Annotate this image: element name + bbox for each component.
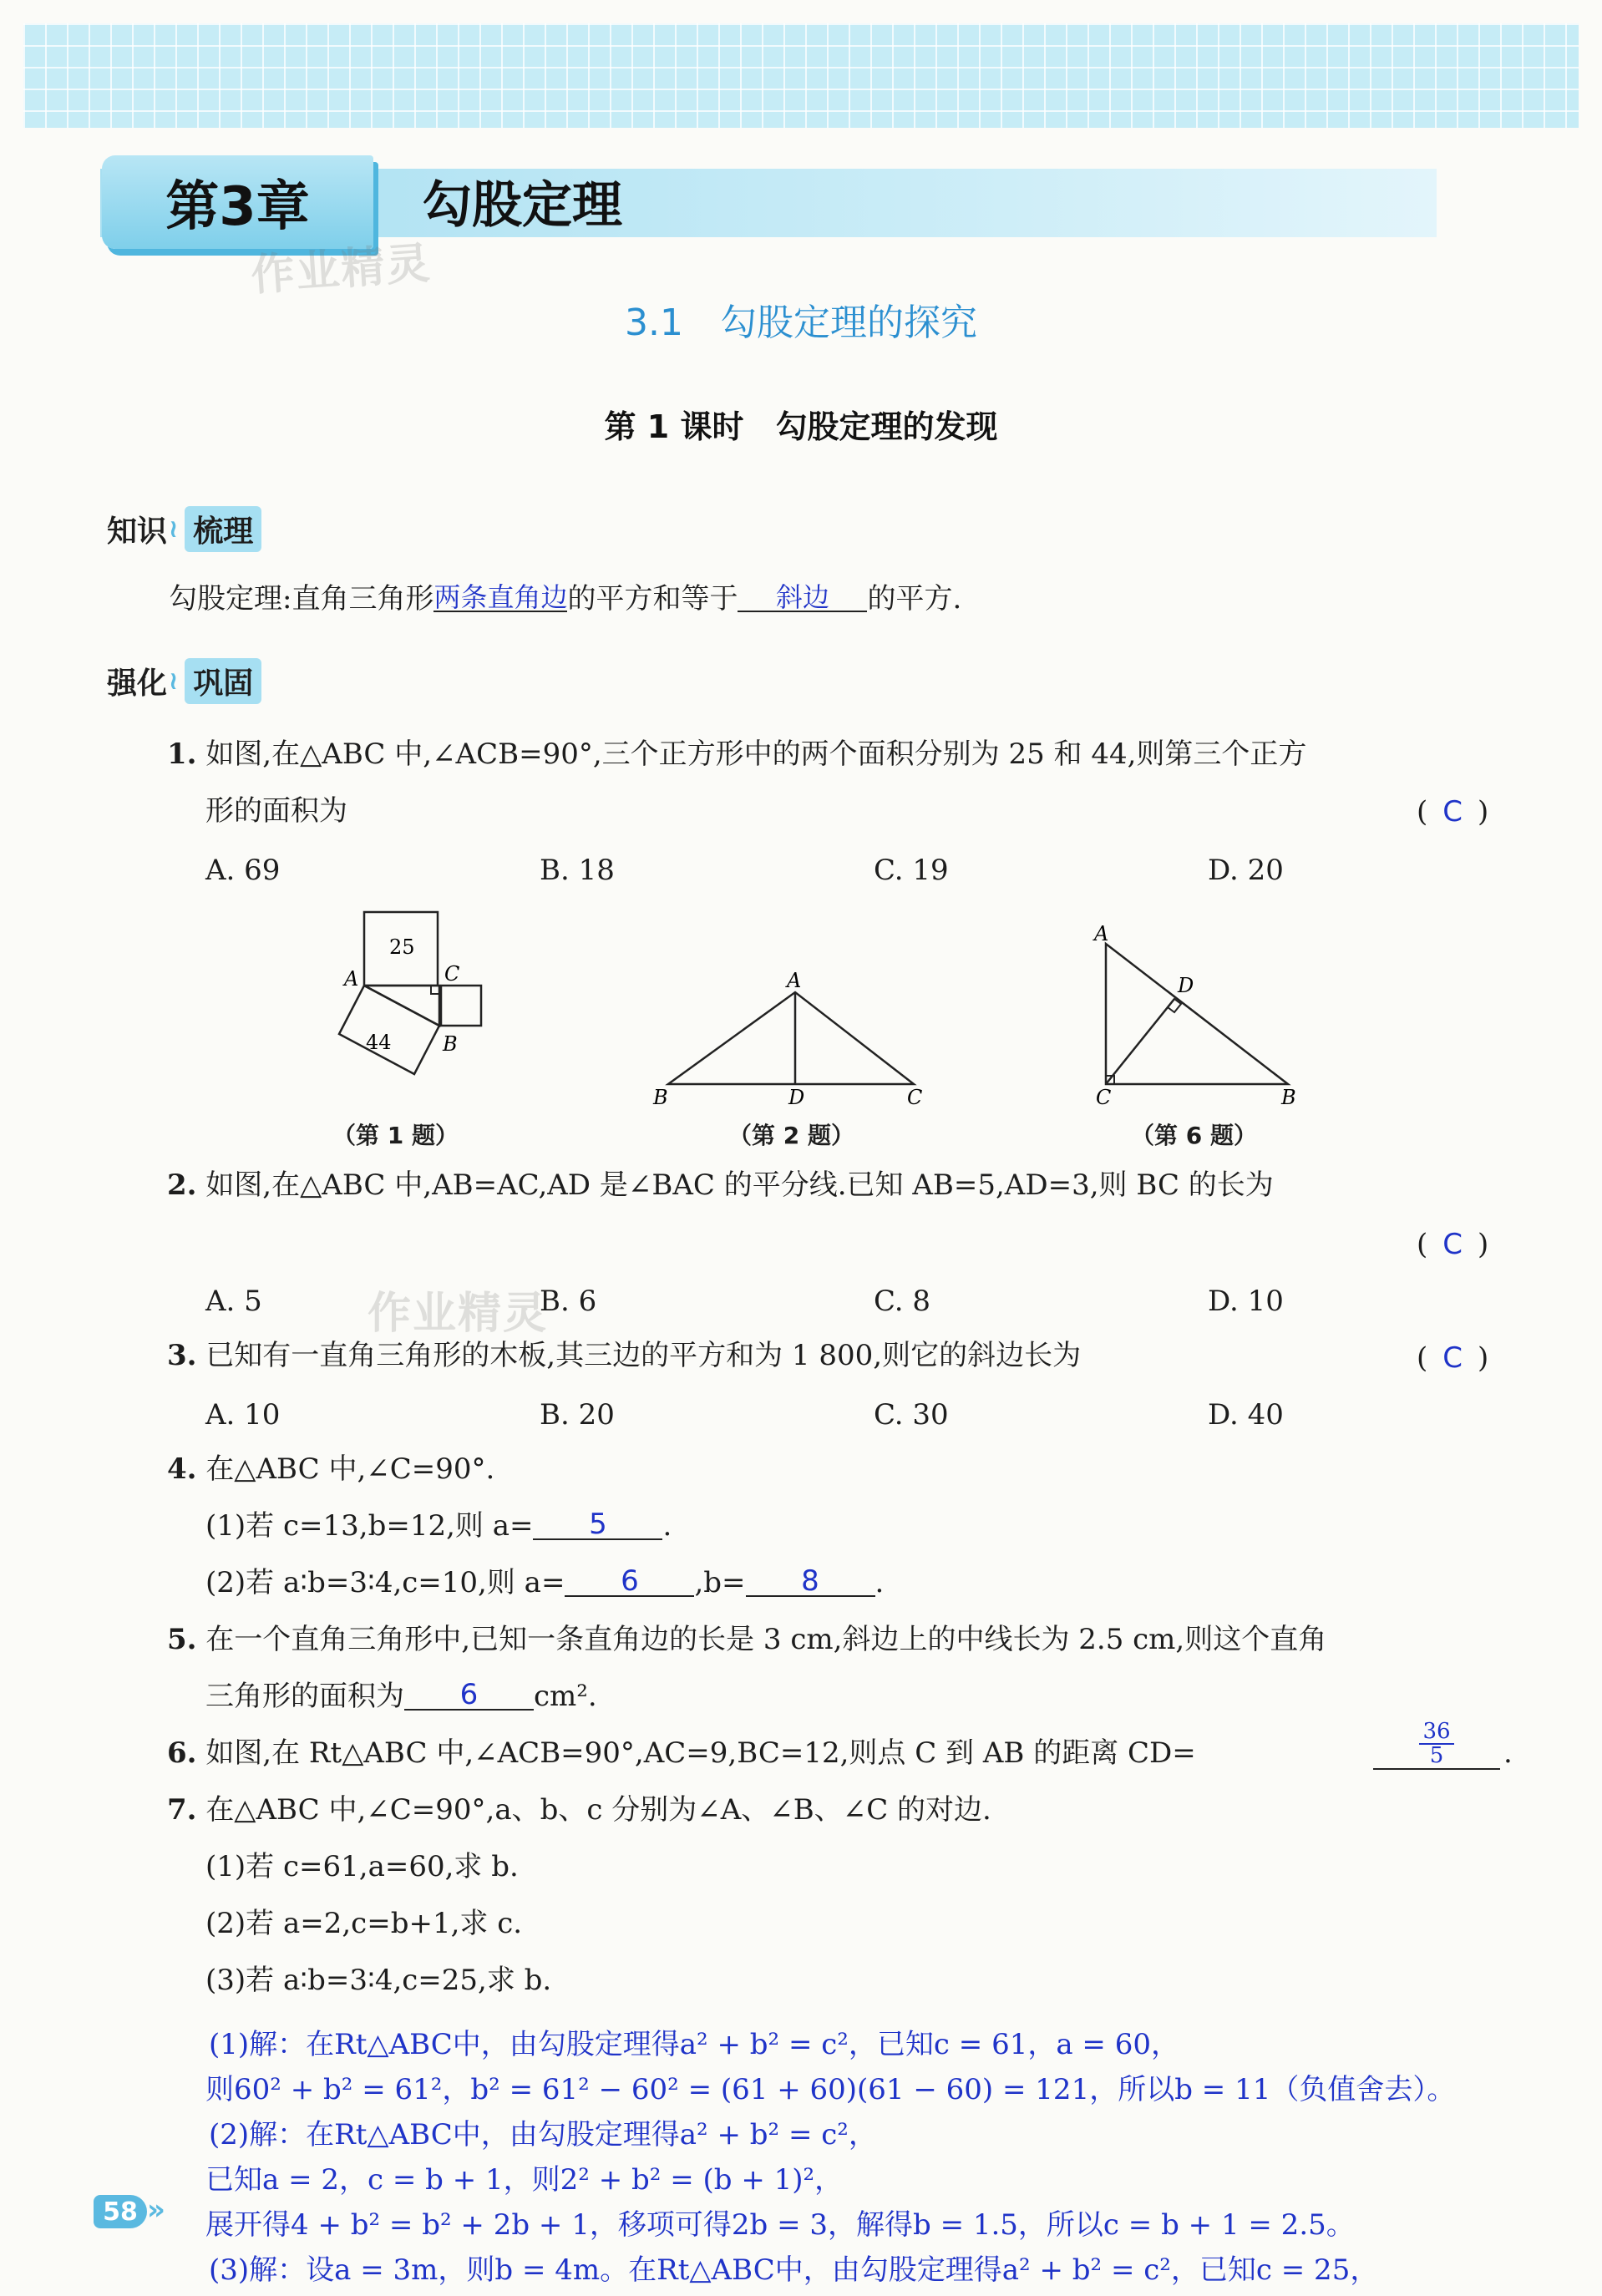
theorem-blank-1: 两条直角边 <box>433 581 568 613</box>
fig6-triangle <box>1106 944 1288 1084</box>
theorem-text-c: 的平方. <box>867 582 962 616</box>
q3-answer-paren: ( C ) <box>1417 1341 1489 1375</box>
q7-part1: (1)若 c=61,a=60,求 b. <box>205 1850 519 1883</box>
fig6-label-b: B <box>1281 1086 1296 1109</box>
q3-line1 <box>167 1341 1081 1370</box>
fig6-label-d: D <box>1178 974 1194 997</box>
fig2-label-b: B <box>653 1086 668 1109</box>
q1-answer-paren: ( C ) <box>1417 795 1489 829</box>
solution-line: 展开得4 + b² = b² + 2b + 1，移项可得2b = 3，解得b = 1.5，所以c = b + 1 = 2.5。 <box>205 2208 1355 2242</box>
q2-number: 2. <box>167 1168 197 1202</box>
q4-part1-text: (1)若 c=13,b=12,则 a= <box>205 1509 534 1543</box>
q3-text: 已知有一直角三角形的木板,其三边的平方和为 1 800,则它的斜边长为 <box>205 1339 1082 1372</box>
solution-line: (3)解：设a = 3m，则b = 4m。在Rt△ABC中，由勾股定理得a² + b² = c²，已知c = 25， <box>209 2253 1379 2287</box>
watermark: 作业精灵 <box>368 1289 549 1339</box>
figure-6 <box>1086 919 1320 1111</box>
q2-line1 <box>167 1168 1274 1202</box>
q1-option-d: D. 20 <box>1208 854 1284 887</box>
q6-line1 <box>167 1736 1196 1770</box>
knowledge-heading-left: 知识 <box>107 514 168 549</box>
q3-option-c: C. 30 <box>874 1398 949 1432</box>
period: . <box>875 1566 885 1599</box>
fig2-triangle <box>668 992 914 1084</box>
q1-option-c: C. 19 <box>874 854 949 887</box>
q1-option-a: A. 69 <box>205 854 281 887</box>
fig1-label-b: B <box>443 1032 458 1056</box>
chapter-tab: 第3章 <box>102 155 373 249</box>
q7-text: 在△ABC 中,∠C=90°,a、b、c 分别为∠A、∠B、∠C 的对边. <box>205 1793 991 1827</box>
chevron-right-icon: » <box>147 2193 165 2227</box>
fig6-caption: （第 6 题） <box>1131 1122 1257 1149</box>
q1-number: 1. <box>167 737 197 771</box>
q4-part2-text-b: ,b= <box>694 1566 746 1599</box>
q4-part1 <box>205 1508 672 1543</box>
fig6-altitude <box>1106 999 1174 1084</box>
q4-part1-answer: 5 <box>533 1510 662 1540</box>
header-grid-band <box>23 23 1579 128</box>
q4-part2-text-a: (2)若 a∶b=3∶4,c=10,则 a= <box>205 1566 565 1599</box>
q5-line2 <box>205 1678 597 1713</box>
fig1-label-c: C <box>444 962 460 986</box>
period: . <box>662 1509 672 1543</box>
q3-number: 3. <box>167 1339 197 1372</box>
wave-icon: ≀ <box>169 514 179 544</box>
solution-line: 则60² + b² = 61²，b² = 61² − 60² = (61 + 60)(61 − 60) = 121，所以b = 11（负值舍去）。 <box>205 2073 1456 2106</box>
q2-text: 如图,在△ABC 中,AB=AC,AD 是∠BAC 的平分线.已知 AB=5,AD=3,则 BC 的长为 <box>205 1168 1274 1202</box>
section-title: 3.1 勾股定理的探究 <box>625 302 977 344</box>
fig1-square-right <box>441 986 481 1026</box>
q4-part2-answer-b: 8 <box>746 1567 875 1597</box>
practice-heading-left: 强化 <box>107 666 168 701</box>
q2-answer-paren: ( C ) <box>1417 1228 1489 1261</box>
practice-heading <box>107 658 261 704</box>
q1-text: 如图,在△ABC 中,∠ACB=90°,三个正方形中的两个面积分别为 25 和 44,则第三个正方 <box>205 737 1307 771</box>
q5-text: 在一个直角三角形中,已知一条直角边的长是 3 cm,斜边上的中线长为 2.5 cm,则这个直角 <box>205 1623 1327 1656</box>
q7-number: 7. <box>167 1793 197 1827</box>
theorem-blank-2: 斜边 <box>738 584 867 612</box>
q5-line1 <box>167 1625 1326 1654</box>
q4-part2 <box>205 1564 885 1599</box>
fig6-label-c: C <box>1096 1086 1112 1109</box>
q6-answer-numerator: 36 <box>1419 1721 1453 1745</box>
q6-answer-fraction <box>1419 1721 1453 1768</box>
solution-line: (2)解：在Rt△ABC中，由勾股定理得a² + b² = c²， <box>209 2118 877 2152</box>
solution-line: 已知a = 2，c = b + 1，则2² + b² = (b + 1)²， <box>205 2163 844 2197</box>
q3-option-a: A. 10 <box>205 1398 281 1432</box>
fig1-label-44: 44 <box>366 1031 392 1054</box>
q7-part3: (3)若 a∶b=3∶4,c=25,求 b. <box>205 1964 552 1997</box>
wave-icon: ≀ <box>169 666 179 696</box>
q7-line1 <box>167 1793 991 1827</box>
q6-text: 如图,在 Rt△ABC 中,∠ACB=90°,AC=9,BC=12,则点 C 到 AB 的距离 CD= <box>205 1736 1196 1770</box>
theorem-statement <box>169 581 962 616</box>
q5-number: 5. <box>167 1623 197 1656</box>
fig1-label-a: A <box>344 967 359 991</box>
q2-option-a: A. 5 <box>205 1285 262 1318</box>
q4-line1 <box>167 1452 495 1486</box>
fig1-label-25: 25 <box>389 935 415 959</box>
q5-answer: 6 <box>404 1680 534 1711</box>
q2-option-d: D. 10 <box>1208 1285 1284 1318</box>
q2-option-c: C. 8 <box>874 1285 931 1318</box>
fig1-right-angle <box>431 986 439 994</box>
fig2-label-a: A <box>787 969 802 992</box>
knowledge-heading-right: 梳理 <box>185 506 261 552</box>
q1-option-b: B. 18 <box>540 854 615 887</box>
practice-heading-right: 巩固 <box>185 658 261 704</box>
figure-1 <box>309 902 509 1086</box>
q1-line1 <box>167 737 1307 771</box>
q2-answer: C <box>1442 1228 1463 1261</box>
q3-answer: C <box>1442 1341 1463 1375</box>
fig1-square-left <box>339 986 439 1074</box>
q4-text: 在△ABC 中,∠C=90°. <box>205 1452 495 1486</box>
page-number: 58 <box>94 2195 147 2228</box>
q6-answer-denominator: 5 <box>1429 1743 1444 1769</box>
q1-line2: 形的面积为 <box>205 794 347 828</box>
q5-unit: cm². <box>534 1680 597 1713</box>
q2-option-b: B. 6 <box>540 1285 597 1318</box>
theorem-text-a: 勾股定理:直角三角形 <box>169 582 434 616</box>
watermark: 作业精灵 <box>249 238 433 302</box>
q7-part2: (2)若 a=2,c=b+1,求 c. <box>205 1907 523 1940</box>
fig2-label-d: D <box>788 1086 805 1109</box>
chapter-title: 勾股定理 <box>422 176 622 235</box>
q5-text-2: 三角形的面积为 <box>205 1680 404 1713</box>
q4-part2-answer-a: 6 <box>565 1567 694 1597</box>
fig1-caption: （第 1 题） <box>332 1122 459 1149</box>
q3-option-b: B. 20 <box>540 1398 615 1432</box>
q6-answer-blank <box>1373 1721 1500 1770</box>
fig2-label-c: C <box>907 1086 923 1109</box>
q3-option-d: D. 40 <box>1208 1398 1284 1432</box>
period: . <box>1503 1736 1513 1770</box>
fig2-caption: （第 2 题） <box>728 1122 854 1149</box>
knowledge-heading <box>107 506 261 552</box>
theorem-text-b: 的平方和等于 <box>567 582 738 616</box>
lesson-title: 第 1 课时 勾股定理的发现 <box>604 408 998 445</box>
q4-number: 4. <box>167 1452 197 1486</box>
figure-2 <box>643 969 927 1111</box>
q6-number: 6. <box>167 1736 197 1770</box>
q1-answer: C <box>1442 795 1463 829</box>
fig6-label-a: A <box>1094 922 1109 945</box>
solution-line: (1)解：在Rt△ABC中，由勾股定理得a² + b² = c²，已知c = 61，a = 60， <box>209 2028 1179 2061</box>
